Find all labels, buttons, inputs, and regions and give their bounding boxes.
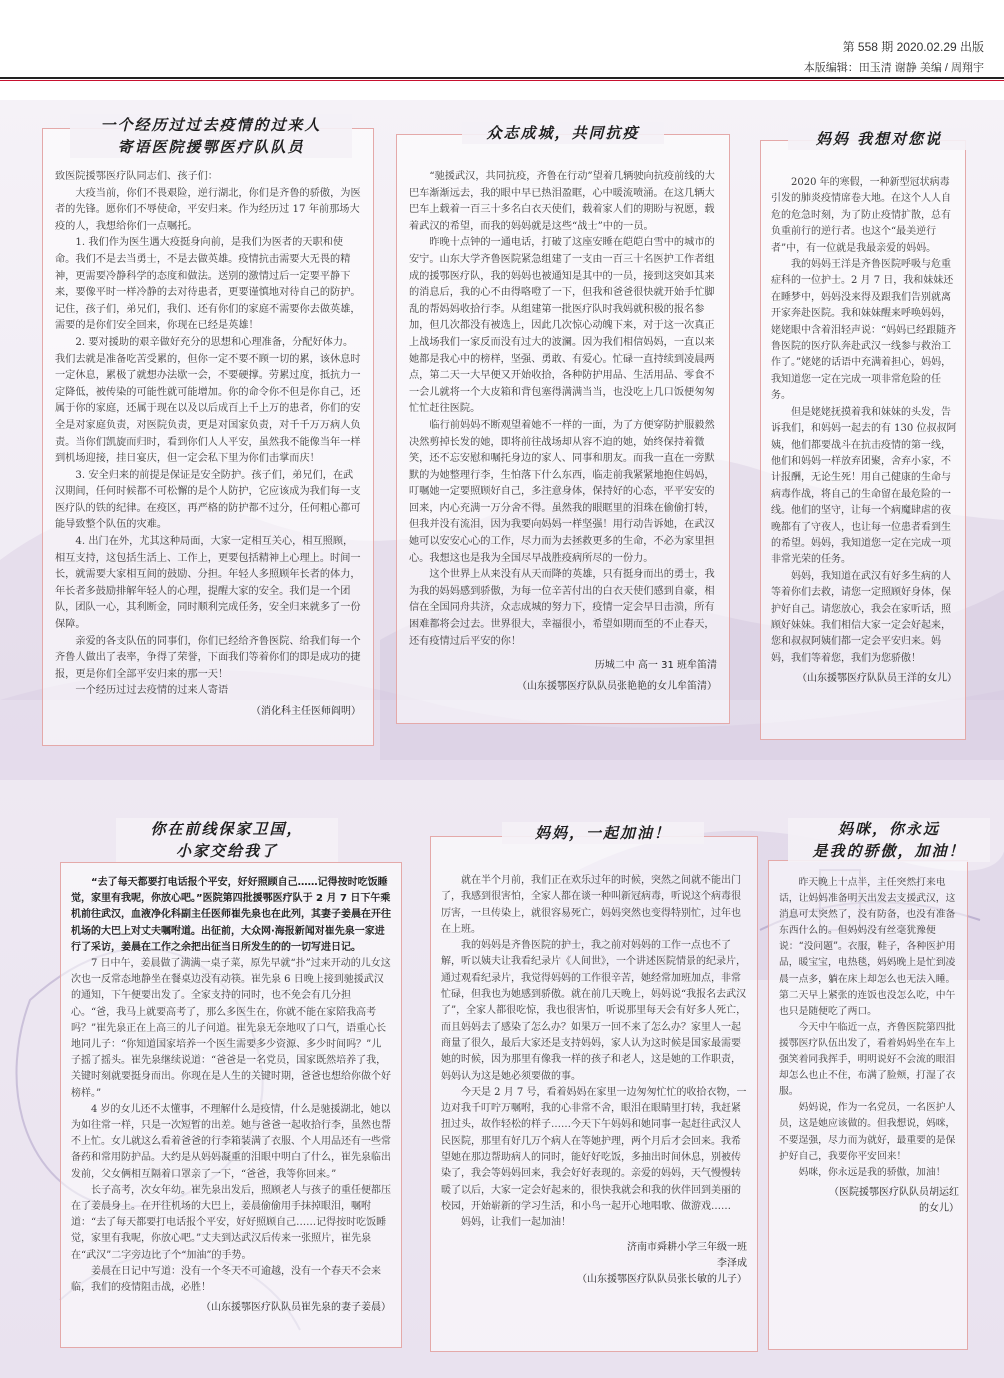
paragraph: 4. 出门在外，尤其这种局面，大家一定相互关心，相互照顾，相互支持，这包括生活上、工作上，更要包括精神上心理上。时间一长，就需要大家相互间的鼓励、分担。年轻人多照顾年长者的体力，年长者多鼓励排解年轻人的心理，提醒大家的安全。我们是一个团队，团队一心，其利断金，同时顺利完成任务，安全归来就多了一份保障。 (55, 536, 361, 631)
article-title: 妈妈，一起加油！ (502, 822, 704, 844)
article-title (70, 114, 352, 158)
paragraph: 妈妈说，作为一名党员，一名医护人员，这是她应该做的。但我想说，妈咪，不要逞强，尽力而为就好，最重要的是保护好自己，我要你平安回来！ (779, 1102, 956, 1162)
paragraph: 昨晚十点钟的一通电话，打破了这座安睡在皑皑白雪中的城市的安宁。山东大学齐鲁医院紧急组建了一支由一百三十名医护工作者组成的援鄂医疗队，我的妈妈也被通知是其中的一员，接到这突如其来的消息后，我的心不由得咯噔了一下，但我和爸爸很快就开始手忙脚乱的帮妈妈收拾行李。从组建第一批医疗队时我妈就积极的报名参加，但几次都没有被选上，因此几次惊心动魄下来，对于这一次真正上战场我们一家反而没有过大的波澜。因为我们相信妈妈，一直以来她都是我心中的榜样，坚强、勇敢、有爱心。忙碌一直持续到凌晨两点，第二天一大早便又开始收拾，各种防护用品、生活用品、零食不一会儿就将一个大皮箱和背包塞得满满当当，也没吃上几口饭便匆匆忙忙赶往医院。 (409, 237, 715, 415)
title-line: 妈咪，你永远 (837, 820, 940, 838)
paragraph: 我的妈妈王洋是齐鲁医院呼吸与危重症科的一位护士。2 月 7 日，我和妹妹还在睡梦中，妈妈没来得及跟我们告别就离开家奔赴医院。我和妹妹醒来呼唤妈妈，姥姥眼中含着泪轻声说：“妈妈已经跟随齐鲁医院的医疗队奔赴武汉一线参与救治工作了。”姥姥的话语中充满着担心，妈妈，我知道您一定在完成一项非常危险的任务。 (771, 259, 957, 402)
paragraph: 1. 我们作为医生遇大疫挺身向前，是我们为医者的天职和使命。我们不是去当勇士，不是去做英雄。疫情抗击需要大无畏的精神，更需要冷静科学的态度和做法。送别的激情过后一定要平静下来，要像平时一样冷静的去对待患者，更要谨慎地对待自己的防护。记住，孩子们，弟兄们，我们、还有你们的家庭不需要你去做英雄，需要的是你们安全回来，你现在已经是英雄！ (55, 237, 361, 332)
paragraph-lead: “去了每天都要打电话报个平安，好好照顾自己……记得按时吃饭睡觉，家里有我呢，你放心吧。”医院第四批援鄂医疗队于 2 月 7 日下午乘机前往武汉，血液净化科副主任医师崔先泉也在此列，其妻子姜晨在开往机场的大巴上对丈夫嘱咐道。出征前，大众网·海报新闻对崔先泉一家进行了采访，姜晨在工作之余把出征当日所发生的的一切写进日记。 (71, 877, 391, 953)
article-box-you-guard-the-nation (60, 862, 402, 1348)
paragraph: 今天是 2 月 7 号，看着妈妈在家里一边匆匆忙忙的收拾衣物，一边对我千叮咛万嘱咐，我的心非常不舍，眼泪在眼睛里打转，我赶紧扭过头，故作轻松的样子……今天下午妈妈和她同事一起赶往武汉人民医院，那里有好几万个病人在等她护理，两个月后才会回来。我希望她在那边帮助病人的同时，能好好吃饭，多抽出时间休息，别被传染了，我会等妈妈回来，我会好好表现的。亲爱的妈妈，天气慢慢转暖了以后，大家一定会好起来的，很快我就会和我的伙伴回到美丽的校园，开始崭新的学习生活，和小鸟一起开心地唱歌、做游戏…… (441, 1086, 747, 1212)
article-box-mom-i-want-to-say (760, 140, 966, 740)
signature: 的女儿） (919, 1202, 959, 1214)
paragraph: 长子高考，次女年幼。崔先泉出发后，照顾老人与孩子的重任便都压在了姜晨身上。在开往机场的大巴上，姜晨偷偷用手抹掉眼泪，嘱咐道：“去了每天都要打电话报个平安，好好照顾自己……记得按时吃饭睡觉，家里有我呢，你放心吧。”丈夫到达武汉后传来一张照片，崔先泉在“武汉”二字旁边比了个“加油”的手势。 (71, 1184, 391, 1261)
article-box-mommy-my-pride (768, 860, 968, 1350)
paragraph: 今天中午临近一点，齐鲁医院第四批援鄂医疗队伍出发了，看着妈妈坐在车上强笑着同我挥手，明明说好不会流的眼泪却怎么也止不住，布满了脸颊，打湿了衣服。 (779, 1021, 956, 1098)
paragraph: 2020 年的寒假，一种新型冠状病毒引发的肺炎疫情席卷大地。在这个人人自危的危急时刻，为了防止疫情扩散，总有负重前行的逆行者。也这个“最美逆行者”中，有一位就是我最亲爱的妈妈。 (771, 177, 951, 254)
title-line: 你在前线保家卫国， (150, 820, 304, 838)
paragraph: 大疫当前，你们不畏艰险，逆行湖北，你们是齐鲁的骄傲，为医者的先锋。愿你们不辱使命，平安归来。作为经历过 17 年前那场大疫的人，我想给你们一点嘱托。 (55, 187, 361, 232)
title-line: 一个经历过过去疫情的过来人 (100, 116, 322, 134)
article-title (788, 818, 990, 862)
title-line: 是我的骄傲，加油！ (812, 842, 966, 860)
paragraph: 但是姥姥抚摸着我和妹妹的头发，告诉我们，和妈妈一起去的有 130 位叔叔阿姨，他们都要战斗在抗击疫情的第一线，他们和妈妈一样放弃团聚，舍弃小家，不计报酬，无论生死！用自己健康的生命与病毒作战，将自己的生命留在最危险的一线。他们的坚守，让每一个病魔肆虐的夜晚都有了守夜人，也让每一位患者看到生的希望。妈妈，我知道您一定在完成一项非常光荣的任务。 (771, 406, 957, 566)
paragraph: 昨天晚上十点半，主任突然打来电话，让妈妈准备明天出发去支援武汉，这消息可太突然了，没有防备，也没有准备东西什么的。但妈妈没有丝毫犹豫便说：“没问题”。衣服，鞋子，各种医护用品，暖宝宝，电热毯，妈妈晚上是忙到凌晨一点多，躺在床上却怎么也无法入睡。第二天早上紧张的连饭也没怎么吃，中午也只是随便吃了两口。 (779, 877, 956, 1017)
paragraph: 4 岁的女儿还不太懂事，不理解什么是疫情，什么是驰援湖北，她以为如往常一样，只是一次短暂的出差。她与爸爸一起收拾行李，虽然也帮不上忙。女儿就这么看着爸爸的行李箱装满了衣服、个人用品还有一些常备药和常用防护品。大约是从妈妈凝重的泪眼中明白了什么，崔先泉临出发前，父女俩相互隔着口罩亲了一下，“爸爸，我等你回来。” (71, 1103, 391, 1180)
paragraph: 姜晨在日记中写道：没有一个冬天不可逾越，没有一个春天不会来临，我们的疫情阻击战，必胜！ (71, 1265, 381, 1294)
editors-info: 本版编辑：田玉清 谢静 美编 / 周翔宇 (803, 62, 984, 74)
paragraph: 就在半个月前，我们正在欢乐过年的时候，突然之间就不能出门了，我感到很害怕，全家人都在谈一种叫新冠病毒，听说这个病毒很厉害，一旦传染上，就很容易死亡，妈妈突然也变得特别忙，过年也在上班。 (441, 875, 741, 935)
title-line: 寄语医院援鄂医疗队队员 (117, 138, 305, 156)
article-box-together-fight (396, 134, 730, 724)
signature: （山东援鄂医疗队队员崔先泉的妻子姜晨） (201, 1302, 391, 1314)
paragraph: 我的妈妈是齐鲁医院的护士，我之前对妈妈的工作一点也不了解，听以姨夫让我看纪录片《人间世》，一个讲述医院情景的纪录片，通过观看纪录片，我觉得妈妈的工作很辛苦，她经常加班加点，非常忙碌，但我也为她感到骄傲。就在前几天晚上，妈妈说“我报名去武汉了”，全家人都很吃惊，我也很害怕，听说那里每天会有好多人死亡，而且妈妈去了感染了怎么办？如果万一回不来了怎么办？家里人一起商量了很久，最后大家还是支持妈妈，家人认为这时候是国家最需要她的时候，因为那里有像我一样的孩子和老人，这是她的工作职责，妈妈认为这是她必须要做的事。 (441, 940, 747, 1082)
paragraph: 妈妈，我知道在武汉有好多生病的人等着你们去救，请您一定照顾好身体，保护好自己。请您放心，我会在家听话，照顾好妹妹。我们相信大家一定会好起来，您和叔叔阿姨们都一定会平安归来。妈妈，我们等着您，我们为您骄傲！ (771, 570, 951, 664)
article-title: 众志成城，共同抗疫 (462, 122, 664, 144)
signature: （山东援鄂医疗队队员王洋的女儿） (797, 673, 957, 685)
article-box-senior-doctor-message (42, 128, 374, 746)
title-line: 小家交给我了 (175, 842, 278, 860)
paragraph: 妈咪，你永远是我的骄傲，加油！ (798, 1166, 946, 1178)
issue-info: 第 558 期 2020.02.29 出版 (842, 40, 984, 54)
paragraph: 3. 安全归来的前提是保证是安全防护。孩子们，弟兄们，在武汉期间，任何时候都不可松懈的是个人防护，它应该成为我们每一支医疗队的铁的纪律。在疫区，再严格的防护都不过分，任何粗心都可能导致整个队伍的灾难。 (55, 469, 361, 531)
paragraph: 临行前妈妈不断观望着她不一样的一面，为了方便穿防护服毅然决然剪掉长发的她，即将前往战场却从容不迫的她，始终保持着微笑，还不忘安慰和嘱托身边的家人、同事和朋友。而我一直在一旁默默的为她整理行李，生怕落下什么东西，临走前我紧紧地抱住妈妈，叮嘱她一定要照顾好自己，多注意身体，保持好的心态，平平安安的回来，内心充满一万分舍不得。虽然我的眼眶里的泪珠在偷偷打转，但我并没有流泪，因为我要向妈妈一样坚强！用行动告诉她，在武汉她可以安安心心的工作，尽力而为去拯救更多的生命，不必为家里担心。我想这也是我为全国尽早战胜疫病所尽的一份力。 (409, 419, 715, 564)
paragraph: “驰援武汉，共同抗疫，齐鲁在行动”望着几辆驶向抗疫前线的大巴车渐渐远去，我的眼中早已热泪盈眶，心中暖流喷涌。在这几辆大巴车上载着一百三十多名白衣天使们，载着家人们的期盼与祝愿，载着武汉的希望，而我的妈妈就是这些“战士”中的一员。 (409, 171, 715, 232)
paragraph: 亲爱的各支队伍的同事们，你们已经给齐鲁医院、给我们每一个齐鲁人做出了表率，争得了荣誉，下面我们等着你们的即是成功的捷报，更是你们全部平安归来的那一天！ (55, 635, 361, 680)
signature: （山东援鄂医疗队队员张艳艳的女儿牟笛清） (517, 680, 717, 692)
paragraph: 7 日中午，姜晨做了满满一桌子菜，原先早就“扑”过来开动的儿女这次也一反常态地静坐在餐桌边没有动筷。崔先泉 6 日晚上接到驰援武汉的通知，下午便要出发了。全家支持的同时，也不免会有几分担心。“爸，我马上就要高考了，那么多医生在，你就不能在家陪我高考吗？”崔先泉正在上高三的儿子问道。崔先泉无奈地叹了口气，语重心长地同儿子：“你知道国家培养一个医生需要多少资源、多少时间吗？”儿子摇了摇头。崔先泉继续说道：“爸爸是一名党员，国家既然培养了我，关键时刻就要挺身而出。你现在是人生的关键时期，爸爸也想给你做个好榜样。” (71, 958, 391, 1099)
article-box-mom-lets-cheer (430, 836, 758, 1352)
signature: 历城二中 高一 31 班牟笛清 (594, 660, 717, 672)
page-header (0, 0, 1004, 100)
header-rule-accent (0, 80, 1004, 81)
paragraph: 妈妈，让我们一起加油！ (461, 1217, 571, 1229)
header-rule (0, 77, 1004, 79)
paragraph: 致医院援鄂医疗队同志们、孩子们： (55, 171, 218, 182)
signature: （医院援鄂医疗队队员胡运红 (829, 1186, 959, 1198)
signature: 李泽成 (717, 1257, 747, 1269)
signature: 济南市舜耕小学三年级一班 (627, 1241, 747, 1253)
paragraph: 2. 要对援助的艰辛做好充分的思想和心理准备，分配好体力。我们去就是准备吃苦受累的，但你一定不要不顾一切的累，该休息时一定休息，累极了就想办法歇一会，不要硬撑。劳累过度，抵抗力一定降低，被传染的可能性就可能增加。你的命令你不但是你自己，还属于你的家庭，还属于现在以及以后成百上千上万的患者，你们的安全是对家庭负责，对医院负责，更是对国家负责，对千千万万病人负责。当你们凯旋而归时，看到你们人人平安，虽然我不能像当年一样到机场迎接，挂日宴庆，但一定会私下里为你们击掌而庆！ (55, 336, 361, 465)
article-title (116, 818, 338, 862)
paragraph: 一个经历过过去疫情的过来人寄语 (75, 685, 229, 697)
signature: （山东援鄂医疗队队员张长敏的儿子） (577, 1274, 747, 1286)
article-title: 妈妈 我想对您说 (788, 128, 970, 150)
signature: （消化科主任医师阎明） (251, 706, 361, 717)
paragraph: 这个世界上从来没有从天而降的英雄，只有挺身而出的勇士，我为我的妈妈感到骄傲，为每一位辛苦付出的白衣天使们感到自豪，相信在全国同舟共济，众志成城的努力下，疫情一定会早日击溃，所有困难都将会过去。世界很大，幸福很小，希望如期而至的不止春天，还有疫情过后平安的你！ (409, 569, 715, 647)
